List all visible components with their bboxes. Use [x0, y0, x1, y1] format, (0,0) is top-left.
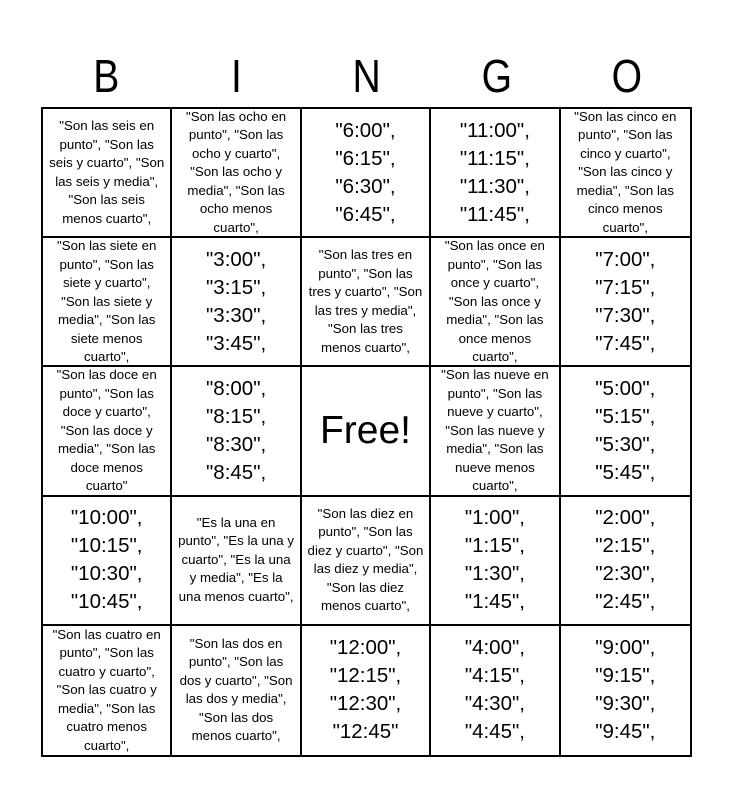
bingo-cell[interactable]: "1:00", "1:15", "1:30", "1:45",: [431, 497, 560, 626]
bingo-title-letter-n: N: [352, 50, 381, 102]
bingo-title: [41, 0, 692, 107]
bingo-cell[interactable]: "Son las doce en punto", "Son las doce y cuarto", "Son las doce y media", "Son las doce menos cuarto": [43, 367, 172, 496]
bingo-cell[interactable]: "6:00", "6:15", "6:30", "6:45",: [302, 109, 431, 238]
bingo-cell[interactable]: "2:00", "2:15", "2:30", "2:45",: [561, 497, 690, 626]
bingo-cell[interactable]: "12:00", "12:15", "12:30", "12:45": [302, 626, 431, 755]
bingo-cell[interactable]: "3:00", "3:15", "3:30", "3:45",: [172, 238, 301, 367]
bingo-title-letter-g: G: [481, 50, 512, 102]
bingo-grid: [41, 107, 692, 757]
free-space-cell[interactable]: Free!: [302, 367, 431, 496]
bingo-cell[interactable]: "11:00", "11:15", "11:30", "11:45",: [431, 109, 560, 238]
bingo-cell[interactable]: "9:00", "9:15", "9:30", "9:45",: [595, 636, 656, 744]
bingo-cell[interactable]: "Son las dos en punto", "Son las dos y cuarto", "Son las dos y media", "Son las dos menos cuarto",: [172, 626, 301, 755]
bingo-cell[interactable]: "Son las ocho en punto", "Son las ocho y cuarto", "Son las ocho y media", "Son las ocho menos cuarto",: [172, 109, 301, 238]
bingo-cell[interactable]: "Es la una en punto", "Es la una y cuarto", "Es la una y media", "Es la una menos cuarto",: [172, 497, 301, 626]
bingo-cell[interactable]: "Son las siete en punto", "Son las siete y cuarto", "Son las siete y media", "Son las siete menos cuarto",: [43, 238, 172, 367]
bingo-cell[interactable]: "Son las diez en punto", "Son las diez y cuarto", "Son las diez y media", "Son las diez menos cuarto",: [302, 497, 431, 626]
bingo-cell[interactable]: "Son las cinco en punto", "Son las cinco y cuarto", "Son las cinco y media", "Son las cinco menos cuarto",: [561, 109, 690, 238]
bingo-cell[interactable]: "8:00", "8:15", "8:30", "8:45",: [172, 367, 301, 496]
bingo-title-letter-b: B: [93, 50, 120, 102]
bingo-cell[interactable]: "Son las once en punto", "Son las once y cuarto", "Son las once y media", "Son las once menos cuarto",: [431, 238, 560, 367]
bingo-cell[interactable]: "5:00", "5:15", "5:30", "5:45",: [561, 367, 690, 496]
bingo-cell[interactable]: "Son las cuatro en punto", "Son las cuatro y cuarto", "Son las cuatro y media", "Son las cuatro menos cuarto",: [43, 626, 172, 755]
bingo-title-letter-i: I: [230, 50, 242, 102]
bingo-cell[interactable]: "10:00", "10:15", "10:30", "10:45",: [43, 497, 172, 626]
bingo-cell[interactable]: "Son las tres en punto", "Son las tres y cuarto", "Son las tres y media", "Son las tres menos cuarto",: [302, 238, 431, 367]
bingo-cell[interactable]: "Son las nueve en punto", "Son las nueve y cuarto", "Son las nueve y media", "Son las nueve menos cuarto",: [431, 367, 560, 496]
bingo-cell[interactable]: "Son las seis en punto", "Son las seis y cuarto", "Son las seis y media", "Son las seis menos cuarto",: [43, 109, 172, 238]
bingo-cell[interactable]: "7:00", "7:15", "7:30", "7:45",: [561, 238, 690, 367]
bingo-title-letter-o: O: [611, 50, 643, 102]
bingo-cell[interactable]: "4:00", "4:15", "4:30", "4:45",: [431, 626, 560, 755]
